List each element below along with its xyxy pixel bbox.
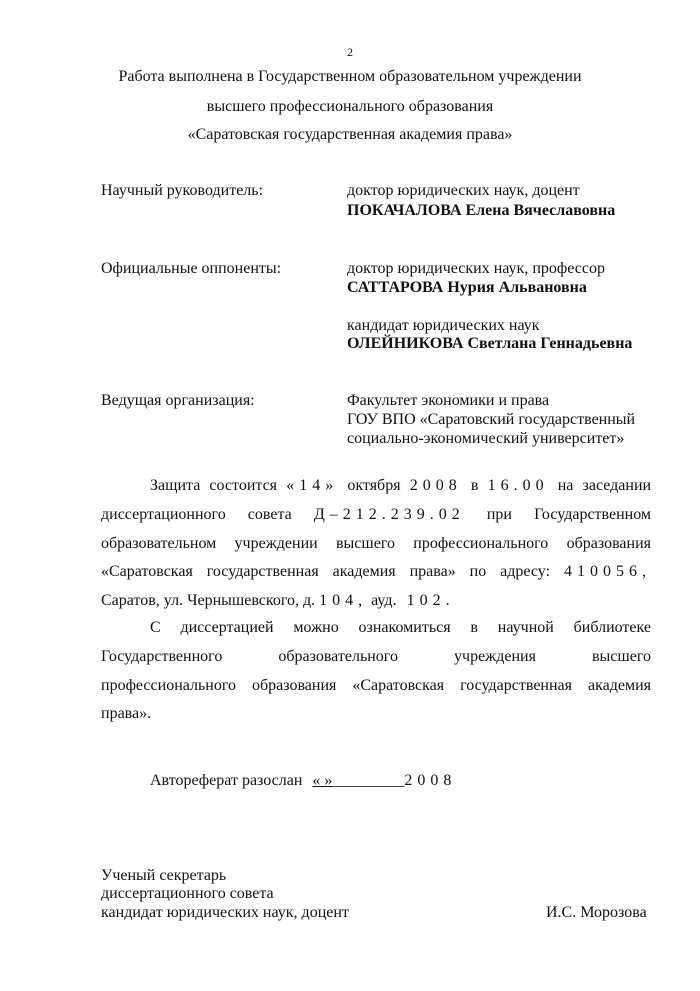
defense-state: Государственном [534, 506, 652, 523]
supervisor-name: ПОКАЧАЛОВА Елена Вячеславовна [347, 202, 616, 219]
lead-org-line-2: ГОУ ВПО «Саратовский государственный [347, 411, 636, 428]
header-line-3: «Саратовская государственная академия права» [187, 126, 513, 143]
defense-line-5 [101, 591, 455, 611]
page-number: 2 [347, 45, 353, 59]
defense-month: октября [347, 477, 401, 494]
library-line-3: профессионального образования «Саратовская государственная академия [101, 677, 651, 694]
dispatch-date-quote: « » [312, 772, 333, 789]
opponent-1-degree: доктор юридических наук, профессор [347, 260, 605, 277]
defense-council: диссертационного [101, 506, 226, 523]
supervisor-degree: доктор юридических наук, доцент [347, 182, 580, 199]
defense-in: в [470, 477, 479, 494]
defense-house: 104, [319, 592, 368, 609]
supervisor-label: Научный руководитель: [101, 182, 264, 199]
defense-council-word: совета [247, 506, 292, 523]
defense-room: 102. [406, 592, 455, 609]
defense-council-code: Д–212.239.02 [313, 506, 465, 523]
defense-text: Защита состоится [150, 477, 278, 494]
defense-time: 16.00 [487, 477, 549, 494]
dispatch-year: 2008 [404, 772, 457, 789]
lead-org-line-3: социально-экономический университет» [347, 430, 625, 447]
defense-line-3: образовательном учреждении высшего профессионального образования [101, 535, 651, 552]
defense-day: «14» [286, 477, 339, 494]
defense-room-label: ауд. [371, 592, 397, 609]
opponent-2-degree: кандидат юридических наук [347, 317, 540, 334]
header-line-2: высшего профессионального образования [206, 98, 494, 115]
lead-org-line-1: Факультет экономики и права [347, 392, 550, 409]
header-line-1: Работа выполнена в Государственном образовательном учреждении [118, 68, 582, 85]
dispatch-line [150, 771, 456, 791]
opponent-1-name: САТТАРОВА Нурия Альвановна [347, 279, 587, 296]
dispatch-date-blank: _________ [332, 772, 405, 789]
defense-at: при [486, 506, 512, 523]
lead-org-label: Ведущая организация: [101, 392, 255, 409]
opponents-label: Официальные оппоненты: [101, 260, 282, 277]
defense-postcode: 410056, [564, 563, 651, 580]
dispatch-label: Автореферат разослан [150, 772, 303, 789]
defense-line-2 [101, 505, 651, 525]
secretary-council: диссертационного совета [101, 885, 274, 902]
library-line-4: права». [101, 705, 152, 722]
opponent-2-name: ОЛЕЙНИКОВА Светлана Геннадьевна [347, 335, 633, 352]
defense-year: 2008 [409, 477, 462, 494]
library-line-1: С диссертацией можно ознакомиться в научной библиотеке [150, 619, 651, 636]
defense-address-label: «Саратовская государственная академия права» по адресу: [101, 563, 551, 580]
defense-line-4 [101, 562, 651, 582]
secretary-name: И.С. Морозова [546, 904, 647, 921]
secretary-degree: кандидат юридических наук, доцент [101, 904, 349, 921]
defense-meeting: на заседании [557, 477, 652, 494]
defense-line-1 [150, 476, 651, 496]
library-line-2: Государственного образовательного учреждения высшего [101, 648, 651, 665]
defense-street: Саратов, ул. Чернышевского, д. [101, 592, 316, 609]
secretary-title: Ученый секретарь [101, 867, 227, 884]
